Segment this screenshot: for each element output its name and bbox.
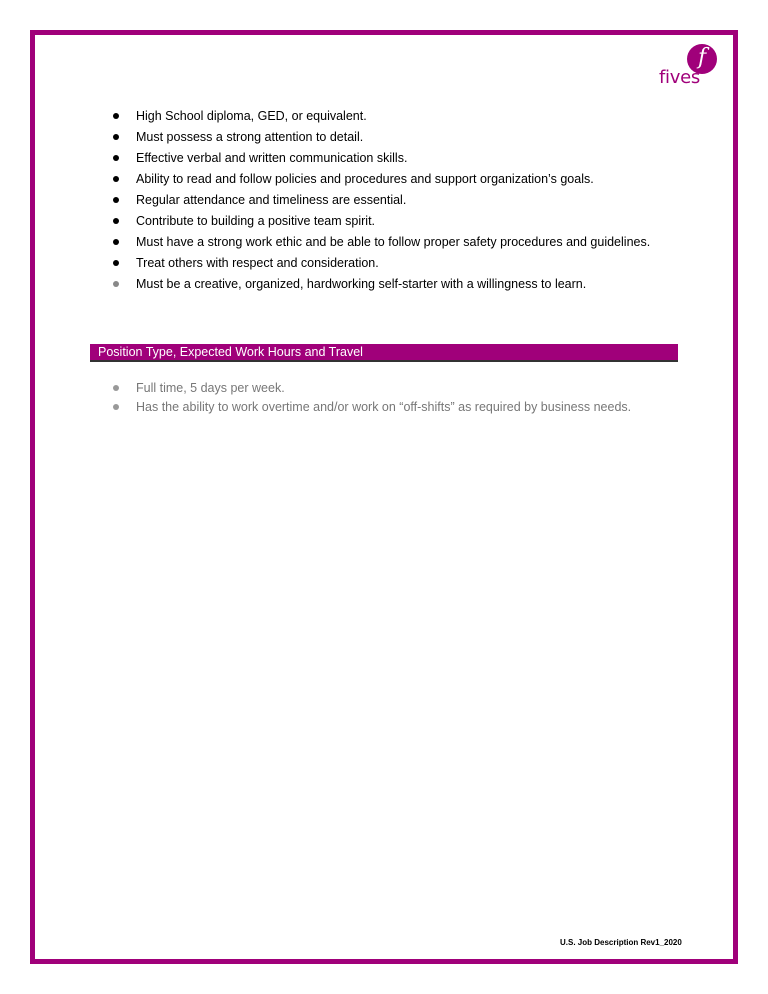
bullet-icon — [113, 218, 119, 224]
section-heading: Position Type, Expected Work Hours and Travel — [90, 344, 678, 362]
list-item — [108, 150, 708, 171]
bullet-icon — [113, 404, 119, 410]
list-item-text: Must have a strong work ethic and be able to follow proper safety procedures and guidelines. — [136, 235, 651, 249]
bullet-icon — [113, 197, 119, 203]
list-item — [108, 213, 708, 234]
list-item — [108, 276, 708, 297]
list-item-text: Has the ability to work overtime and/or work on “off-shifts” as required by business needs. — [136, 400, 632, 414]
bullet-icon — [113, 113, 119, 119]
footer-text: U.S. Job Description Rev1_2020 — [560, 938, 682, 947]
bullet-icon — [113, 385, 119, 391]
logo-glyph: f — [698, 45, 707, 70]
company-logo — [655, 44, 721, 92]
list-item — [108, 192, 708, 213]
bullet-icon — [113, 260, 119, 266]
list-item-text: Full time, 5 days per week. — [136, 381, 285, 395]
bullet-icon — [113, 134, 119, 140]
list-item-text: Must be a creative, organized, hardworking self-starter with a willingness to learn. — [136, 277, 587, 291]
work-hours-list — [108, 380, 708, 418]
bullet-icon — [113, 239, 119, 245]
list-item — [108, 255, 708, 276]
list-item-text: Treat others with respect and consideration. — [136, 256, 379, 270]
logo-text: fives — [659, 67, 700, 88]
list-item — [108, 399, 708, 418]
list-item-text: Regular attendance and timeliness are essential. — [136, 193, 407, 207]
list-item-text: Must possess a strong attention to detail. — [136, 130, 364, 144]
list-item-text: High School diploma, GED, or equivalent. — [136, 109, 367, 123]
list-item — [108, 234, 708, 255]
bullet-icon — [113, 281, 119, 287]
requirements-list — [108, 108, 708, 297]
list-item-text: Effective verbal and written communication skills. — [136, 151, 408, 165]
bullet-icon — [113, 176, 119, 182]
list-item-text: Contribute to building a positive team spirit. — [136, 214, 376, 228]
list-item — [108, 108, 708, 129]
bullet-icon — [113, 155, 119, 161]
list-item — [108, 129, 708, 150]
list-item-text: Ability to read and follow policies and procedures and support organization’s goals. — [136, 172, 594, 186]
list-item — [108, 171, 708, 192]
list-item — [108, 380, 708, 399]
